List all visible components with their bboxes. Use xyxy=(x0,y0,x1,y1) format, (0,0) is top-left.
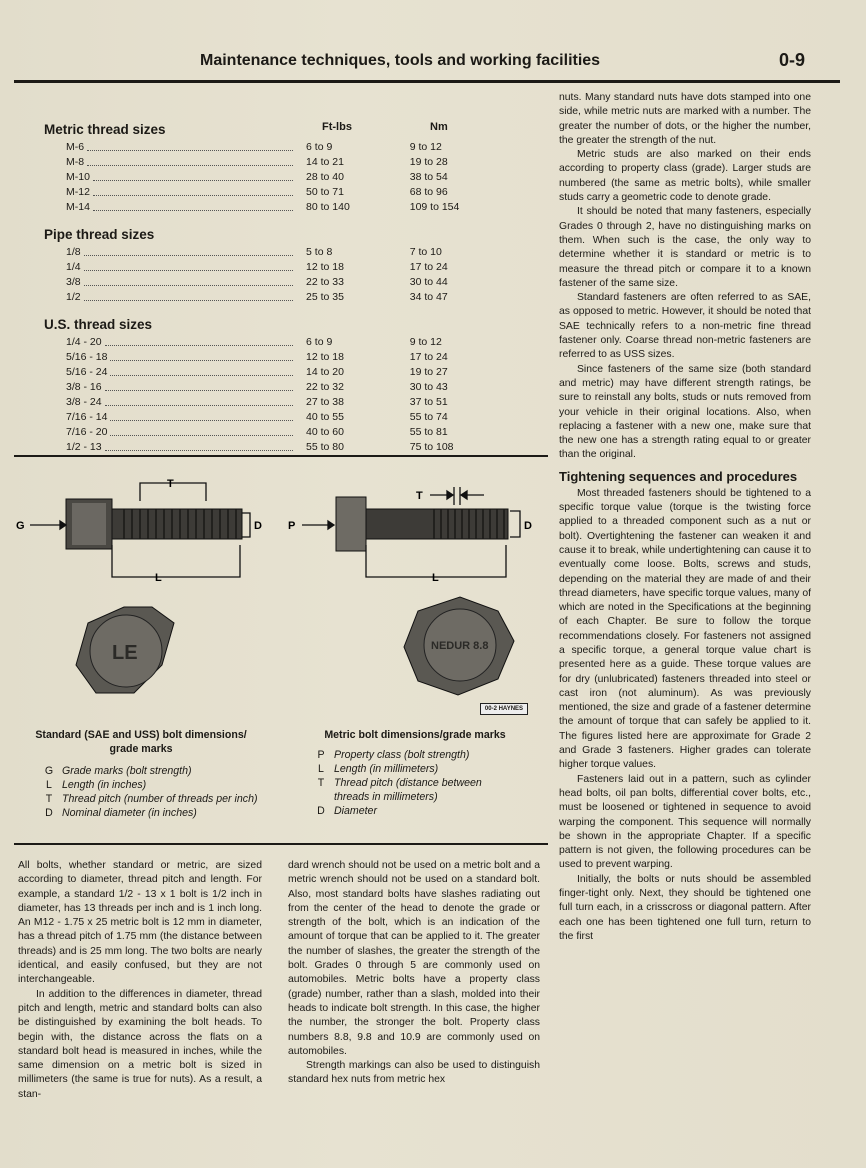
figure-rule xyxy=(14,455,548,457)
legend-item xyxy=(308,776,518,804)
dot-leader xyxy=(105,335,293,346)
label-d: D xyxy=(254,520,262,532)
legend-value: Diameter xyxy=(334,805,377,817)
standard-caption-title: Standard (SAE and USS) bolt dimensions/ grade marks xyxy=(35,729,247,755)
table-row xyxy=(44,335,504,350)
torque-ftlbs: 5 to 8 xyxy=(306,246,333,258)
dot-leader xyxy=(87,155,293,166)
torque-nm: 17 to 24 xyxy=(409,261,448,273)
dot-leader xyxy=(87,140,293,151)
paragraph: All bolts, whether standard or metric, are sized according to diameter, thread pitch and length. For example, a standard 1/2 - 13 x 1 bolt is 1/2 inch in diameter, has 13 threads per inch and is 1 inch long. An M12 - 1.75 x 25 metric bolt is 12 mm in diameter, has a thread pitch of 1.75 mm (the distance between threads) and is 25 mm long. The two bolts are nearly identical, and easily confused, but they are not interchangeable. xyxy=(18,860,262,986)
dot-leader xyxy=(84,290,293,301)
standard-legend xyxy=(16,764,266,820)
thread-size: 5/16 - 24 xyxy=(66,366,108,378)
legend-key: G xyxy=(44,765,54,777)
dot-leader xyxy=(110,425,293,436)
legend-value: Nominal diameter (in inches) xyxy=(62,807,197,819)
legend-key: L xyxy=(318,763,324,775)
bottom-middle-text xyxy=(288,859,540,1088)
legend-value: Thread pitch (number of threads per inch) xyxy=(62,793,258,805)
dot-leader xyxy=(84,245,293,256)
table-row xyxy=(44,410,504,425)
paragraph: Standard fasteners are often referred to as SAE, as opposed to metric. However, it should be noted that SAE technically refers to a non-metric fine thread fastener only. Coarse thread non-metric fasteners are referred to as USS sizes. xyxy=(559,292,811,361)
paragraph: Metric studs are also marked on their ends according to property class (grade). Larger studs are numbered (the same as metric bolts), while smaller studs carry a geometric code to denote grade. xyxy=(559,149,811,204)
haynes-badge: 00-2 HAYNES xyxy=(480,703,528,715)
legend-item xyxy=(308,762,518,776)
torque-ftlbs: 6 to 9 xyxy=(306,141,333,153)
torque-ftlbs: 6 to 9 xyxy=(306,336,333,348)
torque-nm: 55 to 74 xyxy=(409,411,448,423)
dot-leader xyxy=(93,200,293,211)
paragraph: Fasteners laid out in a pattern, such as cylinder head bolts, oil pan bolts, differential cover bolts, etc., must be loosened or tightened in sequence to avoid warping the component. This sequence will normally be shown in the appropriate Chapter. If a specific pattern is not given, the following procedures can be used to prevent warping. xyxy=(559,773,811,871)
torque-ftlbs: 40 to 60 xyxy=(306,426,344,438)
dot-leader xyxy=(105,395,293,406)
legend-value: Property class (bolt strength) xyxy=(334,749,470,761)
label-t: T xyxy=(167,478,174,490)
table-section-title: Pipe thread sizes xyxy=(44,227,155,242)
table-row xyxy=(44,350,504,365)
table-row xyxy=(44,290,504,305)
legend-value: Length (in inches) xyxy=(62,779,147,791)
paragraph: nuts. Many standard nuts have dots stamped into one side, while metric nuts are marked with a number. The greater the number of dots, or the higher the number, the greater the strength of the nut. xyxy=(559,92,811,146)
legend-item xyxy=(36,792,266,806)
metric-caption-title: Metric bolt dimensions/grade marks xyxy=(324,729,506,741)
dot-leader xyxy=(93,170,293,181)
torque-nm: 9 to 12 xyxy=(409,336,442,348)
torque-nm: 17 to 24 xyxy=(409,351,448,363)
table-row xyxy=(44,200,504,215)
torque-ftlbs: 12 to 18 xyxy=(306,261,344,273)
thread-size: M-10 xyxy=(66,171,90,183)
metric-legend xyxy=(290,748,518,818)
paragraph: It should be noted that many fasteners, especially Grades 0 through 2, have no distinguishing marks on them. When such is the case, the only way to determine whether it is standard or metric is to measure the thread pitch or compare it to a known fastener of the same size. xyxy=(559,206,811,289)
paragraph: Initially, the bolts or nuts should be assembled finger-tight only. Next, they should be tightened one full turn each, in a crisscross or diagonal pattern. After each one has been tightened one full turn, return to the first xyxy=(559,873,811,942)
dot-leader xyxy=(105,440,293,451)
thread-size: 7/16 - 14 xyxy=(66,411,108,423)
table-section-title: U.S. thread sizes xyxy=(44,317,153,332)
right-column-text xyxy=(559,91,811,944)
label-l-metric: L xyxy=(432,572,439,584)
table-row xyxy=(44,395,504,410)
table-row xyxy=(44,380,504,395)
legend-key: L xyxy=(46,779,52,791)
thread-size: 7/16 - 20 xyxy=(66,426,108,438)
dot-leader xyxy=(93,185,293,196)
thread-size: 5/16 - 18 xyxy=(66,351,108,363)
property-class-mark: NEDUR 8.8 xyxy=(431,640,489,652)
table-row xyxy=(44,185,504,200)
legend-key: D xyxy=(45,807,53,819)
thread-size: M-6 xyxy=(66,141,85,153)
label-g: G xyxy=(16,520,25,532)
dot-leader xyxy=(84,275,293,286)
thread-size: M-8 xyxy=(66,156,85,168)
torque-ftlbs: 27 to 38 xyxy=(306,396,344,408)
torque-ftlbs: 55 to 80 xyxy=(306,441,344,453)
torque-nm: 38 to 54 xyxy=(409,171,448,183)
table-row xyxy=(44,170,504,185)
thread-size: 1/2 xyxy=(66,291,81,303)
torque-nm: 19 to 28 xyxy=(409,156,448,168)
table-row xyxy=(44,425,504,440)
grade-mark: LE xyxy=(112,642,138,664)
label-p: P xyxy=(288,520,296,532)
torque-ftlbs: 28 to 40 xyxy=(306,171,344,183)
torque-nm: 75 to 108 xyxy=(409,441,454,453)
section-heading: Tightening sequences and procedures xyxy=(559,468,798,484)
legend-item xyxy=(36,778,266,792)
bolt-side-view xyxy=(66,499,242,549)
torque-table xyxy=(44,120,504,455)
dot-leader xyxy=(105,380,293,391)
label-d-metric: D xyxy=(524,520,532,532)
paragraph: In addition to the differences in diameter, thread pitch and length, metric and standard bolts can also be distinguished by examining the bolt heads. To begin with, the distance across the flats on a standard bolt head is measured in inches, while the same dimension on a metric bolt is sized in millimeters (the same is true for nuts). As a result, a stan- xyxy=(18,988,262,1100)
table-row xyxy=(44,275,504,290)
paragraph: Since fasteners of the same size (both standard and metric) may have different strength ratings, be sure to reinstall any bolts, studs or nuts removed from your vehicle in their original locations. Also, when replacing a fastener with a new one, make sure that the new one has a strength rating equal to or greater than the original. xyxy=(559,363,811,461)
thread-size: 1/4 xyxy=(66,261,81,273)
torque-nm: 34 to 47 xyxy=(409,291,448,303)
bottom-left-text xyxy=(18,859,262,1102)
legend-item xyxy=(308,748,518,762)
legend-value: Grade marks (bolt strength) xyxy=(62,765,192,777)
legend-value: Length (in millimeters) xyxy=(334,763,439,775)
thread-size: 3/8 - 24 xyxy=(66,396,102,408)
metric-bolt-head-view xyxy=(404,597,514,695)
legend-key: D xyxy=(317,805,325,817)
thread-size: M-12 xyxy=(66,186,90,198)
torque-nm: 37 to 51 xyxy=(409,396,448,408)
metric-bolt-side-view xyxy=(336,497,508,551)
label-t-metric: T xyxy=(416,490,423,502)
dot-leader xyxy=(110,365,293,376)
table-row xyxy=(44,365,504,380)
table-row xyxy=(44,140,504,155)
column-header-nm: Nm xyxy=(430,121,448,133)
table-row xyxy=(44,440,504,455)
legend-item xyxy=(308,804,518,818)
legend-key: T xyxy=(317,777,325,789)
page-header-title: Maintenance techniques, tools and working facilities xyxy=(200,52,601,69)
header-rule xyxy=(14,80,840,83)
table-row xyxy=(44,155,504,170)
torque-ftlbs: 22 to 32 xyxy=(306,381,344,393)
table-row xyxy=(44,260,504,275)
torque-ftlbs: 50 to 71 xyxy=(306,186,344,198)
torque-ftlbs: 12 to 18 xyxy=(306,351,344,363)
torque-nm: 30 to 44 xyxy=(409,276,448,288)
thread-size: 1/4 - 20 xyxy=(66,336,102,348)
torque-ftlbs: 25 to 35 xyxy=(306,291,344,303)
paragraph: dard wrench should not be used on a metric bolt and a metric wrench should not be used on a standard bolt. Also, most standard bolts have slashes radiating out from the center of the head to denote the grade or strength of the bolt, which is an indication of the amount of torque that can be applied to it. The greater the number of slashes, the greater the strength of the bolt. Grades 0 through 5 are commonly used on automobiles. Metric bolts have a property class (grade) number, rather than a slash, molded into their heads to indicate bolt strength. In this case, the higher the number, the stronger the bolt. Property class numbers 8.8, 9.8 and 10.9 are commonly used on automobiles. xyxy=(288,860,540,1057)
torque-nm: 68 to 96 xyxy=(409,186,448,198)
legend-item xyxy=(36,806,266,820)
dot-leader xyxy=(110,410,293,421)
thread-size: M-14 xyxy=(66,201,90,213)
dot-leader xyxy=(84,260,293,271)
metric-bolt-diagram xyxy=(284,465,544,700)
torque-nm: 109 to 154 xyxy=(409,201,460,213)
paragraph: Most threaded fasteners should be tightened to a specific torque value (torque is the twisting force applied to a threaded component such as a nut or bolt). Overtightening the fastener can weaken it and cause it to break, while undertightening can cause it to eventually come loose. Bolts, screws and studs, depending on the material they are made of and their thread diameters, have specific torque values, many of which are noted in the Specifications at the beginning of each Chapter. Be sure to follow the torque recommendations closely. For fasteners not assigned a specific torque, a general torque value chart is presented here as a guide. These torque values are for dry (unlubricated) fasteners threaded into steel or cast iron (not aluminum). As was previously mentioned, the size and grade of a fastener determine the amount of torque that can safely be applied to it. The figures listed here are approximate for Grade 2 and Grade 3 fasteners. Higher grades can tolerate higher torque values. xyxy=(559,487,811,771)
torque-nm: 55 to 81 xyxy=(409,426,448,438)
torque-ftlbs: 22 to 33 xyxy=(306,276,344,288)
standard-bolt-head-view xyxy=(76,607,174,693)
legend-key: P xyxy=(317,749,325,761)
torque-ftlbs: 14 to 20 xyxy=(306,366,344,378)
standard-bolt-caption xyxy=(16,728,266,820)
thread-size: 1/2 - 13 xyxy=(66,441,102,453)
torque-ftlbs: 14 to 21 xyxy=(306,156,344,168)
page-number: 0-9 xyxy=(779,50,806,70)
thread-size: 3/8 - 16 xyxy=(66,381,102,393)
column-header-ftlbs: Ft-lbs xyxy=(322,121,352,133)
torque-ftlbs: 80 to 140 xyxy=(306,201,350,213)
standard-bolt-diagram xyxy=(14,465,274,700)
dot-leader xyxy=(110,350,293,361)
label-l: L xyxy=(155,572,162,584)
legend-value: Thread pitch (distance between threads in millimeters) xyxy=(334,777,482,803)
table-section-title: Metric thread sizes xyxy=(44,122,166,137)
metric-bolt-caption xyxy=(290,728,540,818)
torque-nm: 7 to 10 xyxy=(409,246,442,258)
table-row xyxy=(44,245,504,260)
legend-item xyxy=(36,764,266,778)
legend-key: T xyxy=(45,793,53,805)
torque-nm: 9 to 12 xyxy=(409,141,442,153)
torque-nm: 30 to 43 xyxy=(409,381,448,393)
thread-size: 1/8 xyxy=(66,246,81,258)
caption-rule xyxy=(14,843,548,845)
paragraph: Strength markings can also be used to distinguish standard hex nuts from metric hex xyxy=(288,1060,540,1086)
thread-size: 3/8 xyxy=(66,276,81,288)
torque-nm: 19 to 27 xyxy=(409,366,448,378)
torque-ftlbs: 40 to 55 xyxy=(306,411,344,423)
